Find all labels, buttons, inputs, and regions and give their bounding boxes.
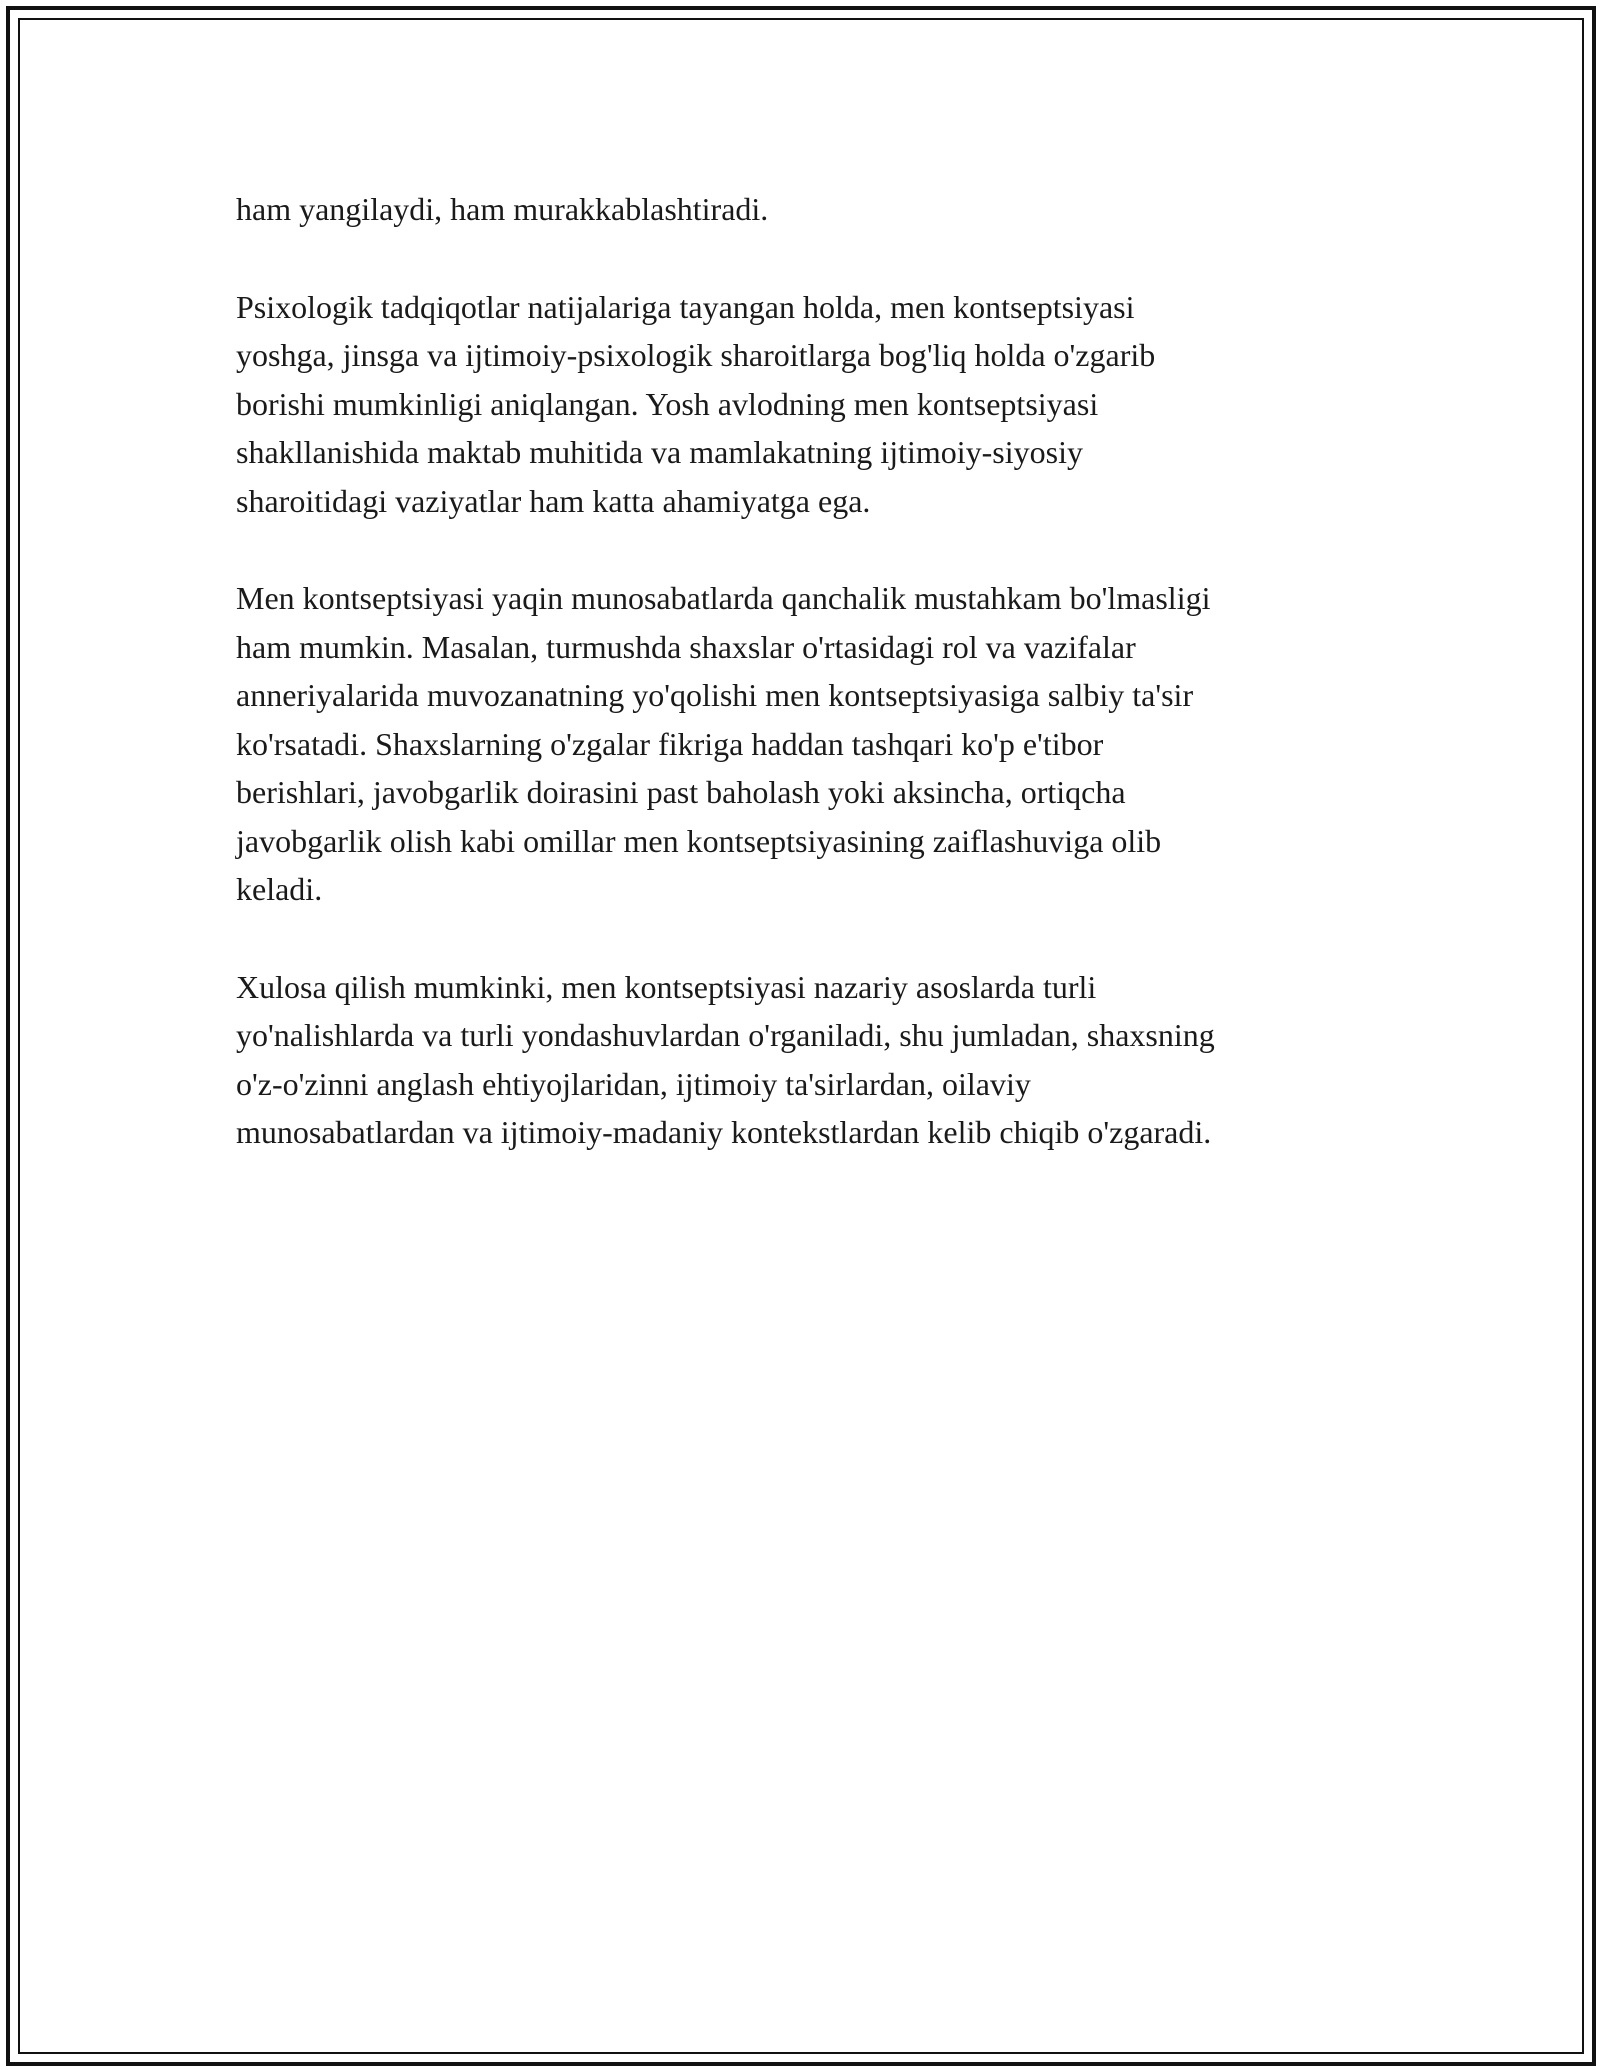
text-line: o'z-o'zinni anglash ehtiyojlaridan, ijtimoiy ta'sirlardan, oilaviy [236, 1065, 1031, 1102]
text-line: javobgarlik olish kabi omillar men kontseptsiyasining zaiflashuviga olib [236, 822, 1162, 859]
text-line: ko'rsatadi. Shaxslarning o'zgalar fikriga haddan tashqari ko'p e'tibor [236, 725, 1104, 762]
text-line: munosabatlardan va ijtimoiy-madaniy kontekstlardan kelib chiqib o'zgaradi. [236, 1114, 1212, 1150]
text-line: Psixologik tadqiqotlar natijalariga tayangan holda, men kontseptsiyasi [236, 288, 1135, 325]
text-line: borishi mumkinligi aniqlangan. Yosh avlodning men kontseptsiyasi [236, 385, 1099, 422]
text-line: Xulosa qilish mumkinki, men kontseptsiyasi nazariy asoslarda turli [236, 968, 1097, 1005]
paragraph-4 [236, 963, 1376, 1157]
paragraph-2 [236, 283, 1376, 526]
text-line: sharoitidagi vaziyatlar ham katta ahamiyatga ega. [236, 482, 871, 519]
page-body [236, 185, 1376, 1157]
paragraph-3 [236, 574, 1376, 914]
text-line: yoshga, jinsga va ijtimoiy-psixologik sharoitlarga bog'liq holda o'zgarib [236, 337, 1156, 373]
text-line: yo'nalishlarda va turli yondashuvlardan o'rganiladi, shu jumladan, shaxsning [236, 1017, 1215, 1053]
text-line: berishlari, javobgarlik doirasini past baholash yoki aksincha, ortiqcha [236, 774, 1126, 810]
text-line: ham mumkin. Masalan, turmushda shaxslar o'rtasidagi rol va vazifalar [236, 628, 1136, 665]
text-line: ham yangilaydi, ham murakkablashtiradi. [236, 191, 769, 227]
text-line: Men kontseptsiyasi yaqin munosabatlarda qanchalik mustahkam bo'lmasligi [236, 580, 1211, 616]
paragraph-1 [236, 185, 1376, 234]
text-line: keladi. [236, 871, 323, 907]
text-line: anneriyalarida muvozanatning yo'qolishi men kontseptsiyasiga salbiy ta'sir [236, 677, 1194, 713]
text-line: shakllanishida maktab muhitida va mamlakatning ijtimoiy-siyosiy [236, 434, 1083, 470]
